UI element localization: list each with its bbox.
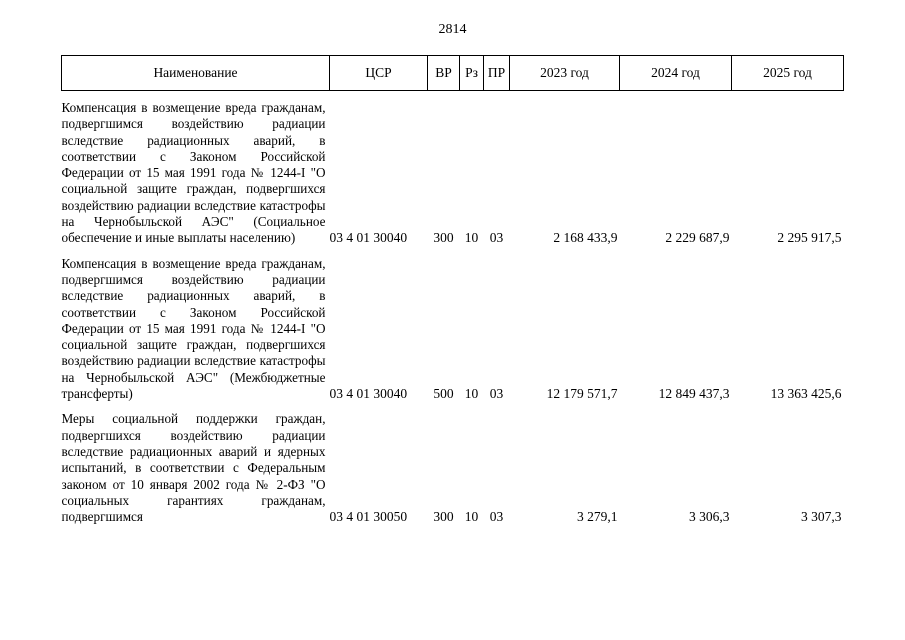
- row-rz: 10: [464, 386, 479, 402]
- row-pr: 03: [489, 509, 504, 525]
- row-name: Меры социальной поддержки граждан, подвергшихся воздействию радиации вследствие радиационных аварий и ядерных испытаний, в соответствии с Федеральным законом от 10 января 2002 года № 2-ФЗ "О социальных гарантиях гражданам, подвергшимся: [61, 411, 326, 525]
- header-name: Наименование: [62, 56, 330, 91]
- header-rz: Рз: [460, 56, 484, 91]
- row-2025: 3 307,3: [801, 509, 842, 525]
- table-header-row: [62, 56, 844, 91]
- row-2024: 3 306,3: [689, 509, 730, 525]
- row-spacer: [62, 402, 844, 409]
- row-pr: 03: [489, 230, 504, 246]
- row-spacer: [62, 91, 844, 99]
- header-pr: ПР: [484, 56, 510, 91]
- row-csr: 03 4 01 30040: [329, 230, 408, 246]
- table-row: [62, 254, 844, 403]
- row-csr: 03 4 01 30040: [329, 386, 408, 402]
- table-row: [62, 409, 844, 525]
- row-spacer: [62, 247, 844, 254]
- row-2024: 12 849 437,3: [658, 386, 730, 402]
- row-name: Компенсация в возмещение вреда гражданам, подвергшимся воздействию радиации вследствие радиационных аварий, в соответствии с Законом Российской Федерации от 15 мая 1991 года № 1244-I "О социальной защите граждан, подвергшихся воздействию радиации вследствие катастрофы на Чернобыльской АЭС" (Социальное обеспечение и иные выплаты населению): [61, 100, 326, 246]
- row-name: Компенсация в возмещение вреда гражданам, подвергшимся воздействию радиации вследствие радиационных аварий, в соответствии с Законом Российской Федерации от 15 мая 1991 года № 1244-I "О социальной защите граждан, подвергшихся воздействию радиации вследствие катастрофы на Чернобыльской АЭС" (Межбюджетные трансферты): [61, 255, 326, 402]
- header-2024: 2024 год: [620, 56, 732, 91]
- row-vr: 300: [433, 230, 454, 246]
- row-2025: 2 295 917,5: [777, 230, 842, 246]
- row-rz: 10: [464, 230, 479, 246]
- header-2023: 2023 год: [510, 56, 620, 91]
- row-csr: 03 4 01 30050: [329, 509, 408, 525]
- header-csr: ЦСР: [330, 56, 428, 91]
- row-2025: 13 363 425,6: [770, 386, 842, 402]
- row-vr: 300: [433, 509, 454, 525]
- row-2024: 2 229 687,9: [665, 230, 730, 246]
- table-row: [62, 98, 844, 247]
- row-2023: 3 279,1: [577, 509, 618, 525]
- row-vr: 500: [433, 386, 454, 402]
- row-pr: 03: [489, 386, 504, 402]
- row-2023: 12 179 571,7: [546, 386, 618, 402]
- page-number: 2814: [438, 22, 467, 37]
- header-2025: 2025 год: [732, 56, 844, 91]
- header-vr: ВР: [428, 56, 460, 91]
- row-rz: 10: [464, 509, 479, 525]
- row-2023: 2 168 433,9: [553, 230, 618, 246]
- budget-table: [61, 55, 844, 525]
